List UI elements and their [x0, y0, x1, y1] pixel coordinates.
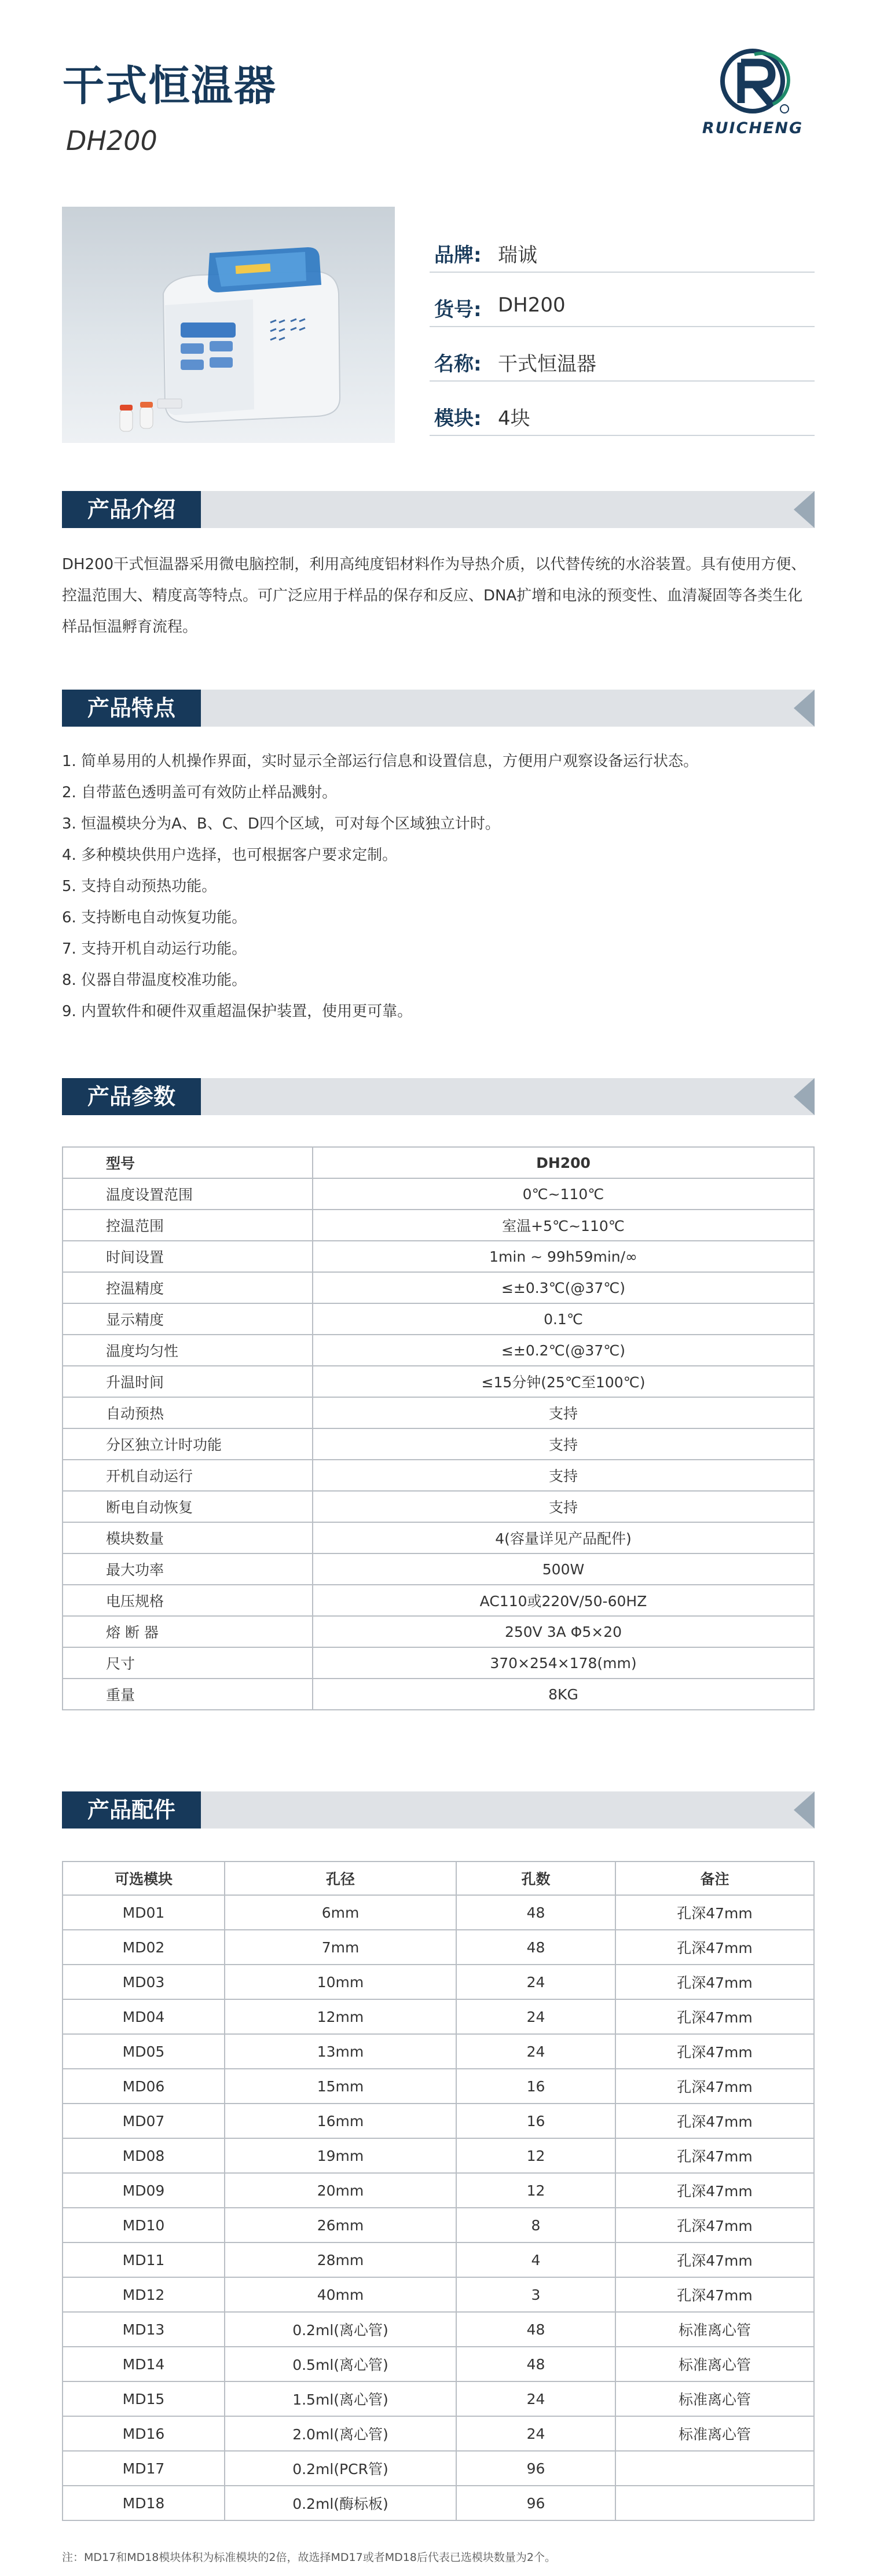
spec-label: 货号: [434, 298, 482, 321]
param-value: 0℃~110℃ [313, 1178, 814, 1210]
aperture: 10mm [225, 1965, 456, 1999]
param-value: 0.1℃ [313, 1303, 814, 1335]
table-row [63, 2486, 814, 2520]
table-row [63, 1428, 814, 1460]
table-header-cell: 型号 [63, 1147, 313, 1178]
param-value: 支持 [313, 1460, 814, 1491]
spec-label: 名称: [434, 353, 482, 376]
remark: 孔深47mm [615, 2173, 814, 2208]
param-key: 熔 断 器 [63, 1616, 313, 1647]
section-title: 产品参数 [62, 1078, 201, 1115]
module-id: MD18 [63, 2486, 225, 2520]
remark: 孔深47mm [615, 1999, 814, 2034]
aperture: 26mm [225, 2208, 456, 2242]
param-key: 模块数量 [63, 1522, 313, 1553]
table-row [63, 1895, 814, 1930]
feature-item: 6. 支持断电自动恢复功能。 [62, 909, 247, 926]
table-row [63, 2416, 814, 2451]
param-key: 控温精度 [63, 1272, 313, 1303]
table-header-row [63, 1862, 814, 1895]
aperture: 13mm [225, 2034, 456, 2069]
param-key: 温度均匀性 [63, 1335, 313, 1366]
spec-row-name [430, 326, 815, 382]
remark: 孔深47mm [615, 2069, 814, 2104]
table-row [63, 2138, 814, 2173]
table-row [63, 1335, 814, 1366]
aperture: 12mm [225, 1999, 456, 2034]
param-key: 重量 [63, 1679, 313, 1710]
module-id: MD13 [63, 2312, 225, 2347]
hole-count: 24 [456, 1965, 615, 1999]
remark: 孔深47mm [615, 1965, 814, 1999]
table-row [63, 1616, 814, 1647]
param-key: 控温范围 [63, 1210, 313, 1241]
hole-count: 3 [456, 2277, 615, 2312]
param-value: AC110或220V/50-60HZ [313, 1585, 814, 1616]
param-value: 8KG [313, 1679, 814, 1710]
remark: 孔深47mm [615, 2242, 814, 2277]
aperture: 1.5ml(离心管) [225, 2381, 456, 2416]
table-row [63, 1241, 814, 1272]
param-key: 温度设置范围 [63, 1178, 313, 1210]
feature-item: 4. 多种模块供用户选择，也可根据客户要求定制。 [62, 847, 398, 864]
aperture: 6mm [225, 1895, 456, 1930]
param-value: 室温+5℃~110℃ [313, 1210, 814, 1241]
param-value: 500W [313, 1553, 814, 1585]
module-id: MD09 [63, 2173, 225, 2208]
table-row [63, 1647, 814, 1679]
table-row [63, 1272, 814, 1303]
table-row [63, 2034, 814, 2069]
intro-paragraph: DH200干式恒温器采用微电脑控制，利用高纯度铝材料作为导热介质，以代替传统的水浴装置。具有使用方便、控温范围大、精度高等特点。可广泛应用于样品的保存和反应、DNA扩增和电泳的预变性、血清凝固等各类生化样品恒温孵育流程。 [62, 556, 806, 636]
aperture: 0.2ml(离心管) [225, 2312, 456, 2347]
remark: 孔深47mm [615, 2208, 814, 2242]
remark: 孔深47mm [615, 1895, 814, 1930]
param-value: 支持 [313, 1428, 814, 1460]
module-id: MD15 [63, 2381, 225, 2416]
param-value: ≤±0.3℃(@37℃) [313, 1272, 814, 1303]
param-value: 1min ~ 99h59min/∞ [313, 1241, 814, 1272]
hole-count: 24 [456, 2416, 615, 2451]
param-value: 4(容量详见产品配件) [313, 1522, 814, 1553]
param-value: 250V 3A Φ5×20 [313, 1616, 814, 1647]
remark: 孔深47mm [615, 1930, 814, 1965]
table-row [63, 1585, 814, 1616]
module-id: MD04 [63, 1999, 225, 2034]
aperture: 0.5ml(离心管) [225, 2347, 456, 2381]
hole-count: 48 [456, 2312, 615, 2347]
section-header-accessories [62, 1791, 815, 1829]
footnote: 注：MD17和MD18模块体积为标准模块的2倍，故选择MD17或者MD18后代表已选模块数量为2个。 [62, 2551, 556, 2564]
aperture: 40mm [225, 2277, 456, 2312]
spec-row-item-no [430, 272, 815, 327]
triangle-arrow-icon [794, 1078, 815, 1115]
param-value: 支持 [313, 1397, 814, 1428]
module-id: MD06 [63, 2069, 225, 2104]
hole-count: 48 [456, 2347, 615, 2381]
section-header-features [62, 690, 815, 727]
table-row [63, 2069, 814, 2104]
module-id: MD12 [63, 2277, 225, 2312]
param-key: 自动预热 [63, 1397, 313, 1428]
model-subtitle: DH200 [66, 125, 157, 156]
module-id: MD10 [63, 2208, 225, 2242]
section-header-params [62, 1078, 815, 1115]
table-header-cell: 可选模块 [63, 1862, 225, 1895]
module-id: MD16 [63, 2416, 225, 2451]
hole-count: 8 [456, 2208, 615, 2242]
spec-label: 品牌: [434, 244, 482, 267]
aperture: 19mm [225, 2138, 456, 2173]
section-header-intro [62, 491, 815, 528]
param-key: 尺寸 [63, 1647, 313, 1679]
section-title: 产品介绍 [62, 491, 201, 528]
hole-count: 24 [456, 2034, 615, 2069]
module-id: MD05 [63, 2034, 225, 2069]
triangle-arrow-icon [794, 690, 815, 727]
table-row [63, 1210, 814, 1241]
spec-row-modules [430, 380, 815, 436]
table-row [63, 1965, 814, 1999]
hole-count: 16 [456, 2104, 615, 2138]
hole-count: 12 [456, 2173, 615, 2208]
param-key: 断电自动恢复 [63, 1491, 313, 1522]
logo-text: RUICHENG [702, 119, 804, 137]
table-row [63, 1397, 814, 1428]
aperture: 7mm [225, 1930, 456, 1965]
triangle-arrow-icon [794, 1791, 815, 1829]
module-id: MD01 [63, 1895, 225, 1930]
table-row [63, 1999, 814, 2034]
hole-count: 4 [456, 2242, 615, 2277]
param-key: 开机自动运行 [63, 1460, 313, 1491]
section-title: 产品配件 [62, 1791, 201, 1829]
params-table [62, 1146, 815, 1710]
param-value: ≤15分钟(25℃至100℃) [313, 1366, 814, 1397]
remark: 标准离心管 [615, 2381, 814, 2416]
param-key: 电压规格 [63, 1585, 313, 1616]
table-row [63, 1303, 814, 1335]
hole-count: 12 [456, 2138, 615, 2173]
hole-count: 16 [456, 2069, 615, 2104]
table-header-cell: 孔径 [225, 1862, 456, 1895]
remark: 孔深47mm [615, 2104, 814, 2138]
table-row [63, 2277, 814, 2312]
spec-value: 瑞诚 [498, 244, 537, 267]
module-id: MD14 [63, 2347, 225, 2381]
feature-item: 1. 简单易用的人机操作界面，实时显示全部运行信息和设置信息，方便用户观察设备运行状态。 [62, 753, 699, 770]
remark [615, 2486, 814, 2520]
table-header-row [63, 1147, 814, 1178]
remark: 标准离心管 [615, 2416, 814, 2451]
aperture: 28mm [225, 2242, 456, 2277]
aperture: 2.0ml(离心管) [225, 2416, 456, 2451]
product-photo [62, 207, 395, 443]
feature-item: 3. 恒温模块分为A、B、C、D四个区域，可对每个区域独立计时。 [62, 815, 500, 833]
aperture: 0.2ml(PCR管) [225, 2451, 456, 2486]
spec-row-brand [430, 217, 815, 273]
table-row [63, 2451, 814, 2486]
spec-value: 4块 [498, 407, 530, 430]
table-row [63, 2312, 814, 2347]
aperture: 16mm [225, 2104, 456, 2138]
aperture: 0.2ml(酶标板) [225, 2486, 456, 2520]
param-value: 支持 [313, 1491, 814, 1522]
param-key: 时间设置 [63, 1241, 313, 1272]
table-row [63, 1679, 814, 1710]
param-key: 分区独立计时功能 [63, 1428, 313, 1460]
aperture: 15mm [225, 2069, 456, 2104]
module-id: MD17 [63, 2451, 225, 2486]
dry-bath-incubator-image [62, 207, 395, 443]
hole-count: 24 [456, 1999, 615, 2034]
module-id: MD07 [63, 2104, 225, 2138]
spec-value: DH200 [498, 294, 566, 317]
param-value: 370×254×178(mm) [313, 1647, 814, 1679]
param-value: ≤±0.2℃(@37℃) [313, 1335, 814, 1366]
hole-count: 96 [456, 2451, 615, 2486]
accessories-table [62, 1861, 815, 2521]
table-row [63, 2208, 814, 2242]
remark: 标准离心管 [615, 2347, 814, 2381]
module-id: MD11 [63, 2242, 225, 2277]
triangle-arrow-icon [794, 491, 815, 528]
table-header-cell: DH200 [313, 1147, 814, 1178]
table-row [63, 1178, 814, 1210]
hole-count: 96 [456, 2486, 615, 2520]
remark: 孔深47mm [615, 2138, 814, 2173]
module-id: MD02 [63, 1930, 225, 1965]
table-row [63, 1930, 814, 1965]
table-row [63, 2173, 814, 2208]
table-row [63, 1553, 814, 1585]
table-row [63, 2242, 814, 2277]
remark [615, 2451, 814, 2486]
remark: 标准离心管 [615, 2312, 814, 2347]
table-row [63, 1522, 814, 1553]
table-row [63, 2347, 814, 2381]
table-row [63, 1460, 814, 1491]
hole-count: 24 [456, 2381, 615, 2416]
feature-item: 2. 自带蓝色透明盖可有效防止样品溅射。 [62, 784, 338, 801]
spec-label: 模块: [434, 407, 482, 430]
param-key: 最大功率 [63, 1553, 313, 1585]
remark: 孔深47mm [615, 2034, 814, 2069]
table-row [63, 2381, 814, 2416]
feature-item: 7. 支持开机自动运行功能。 [62, 940, 247, 958]
feature-item: 5. 支持自动预热功能。 [62, 878, 217, 895]
param-key: 显示精度 [63, 1303, 313, 1335]
remark: 孔深47mm [615, 2277, 814, 2312]
aperture: 20mm [225, 2173, 456, 2208]
table-row [63, 1491, 814, 1522]
table-row [63, 1366, 814, 1397]
hole-count: 48 [456, 1930, 615, 1965]
feature-item: 9. 内置软件和硬件双重超温保护装置，使用更可靠。 [62, 1003, 413, 1020]
table-header-cell: 孔数 [456, 1862, 615, 1895]
table-header-cell: 备注 [615, 1862, 814, 1895]
feature-list [62, 746, 815, 1027]
module-id: MD08 [63, 2138, 225, 2173]
param-key: 升温时间 [63, 1366, 313, 1397]
hole-count: 48 [456, 1895, 615, 1930]
module-id: MD03 [63, 1965, 225, 1999]
section-title: 产品特点 [62, 690, 201, 727]
table-row [63, 2104, 814, 2138]
spec-value: 干式恒温器 [498, 353, 596, 376]
page-title: 干式恒温器 [63, 61, 277, 110]
feature-item: 8. 仪器自带温度校准功能。 [62, 972, 247, 989]
